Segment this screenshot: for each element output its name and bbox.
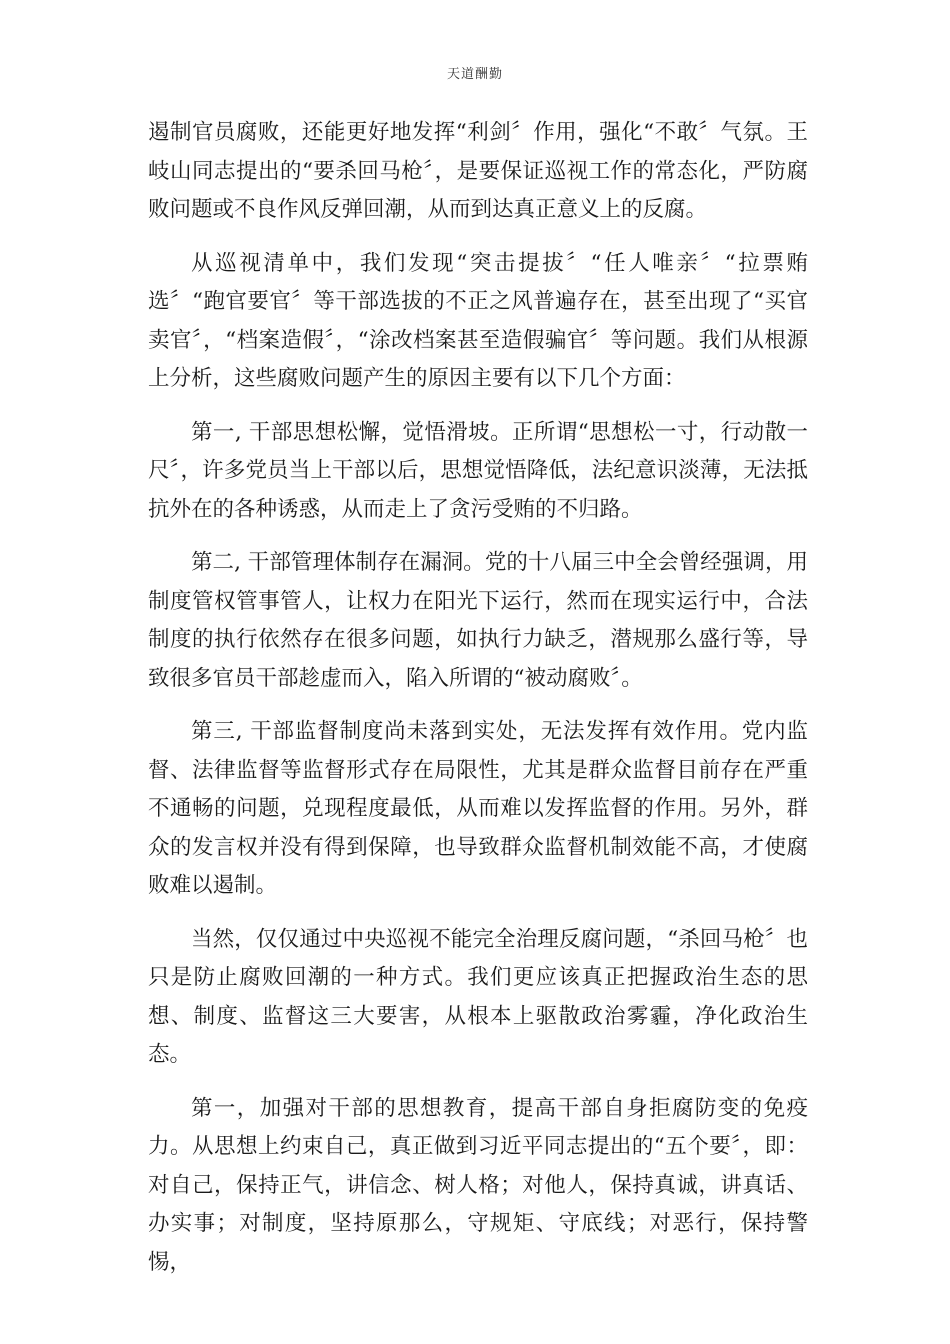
paragraph-2: 从巡视清单中，我们发现“突击提拔〞“任人唯亲〞“拉票贿选〞“跑官要官〞等干部选拔的不正之风普遍存在，甚至出现了“买官卖官〞，“档案造假〞，“涂改档案甚至造假骗官〞等问题。我们从根源上分析，这些腐败问题产生的原因主要有以下几个方面： (148, 250, 808, 391)
paragraph-7: 第一，加强对干部的思想教育，提高干部自身拒腐防变的免疫力。从思想上约束自己，真正做到习近平同志提出的“五个要〞，即：对自己，保持正气，讲信念、树人格；对他人，保持真诚，讲真话、办实事；对制度，坚持原那么，守规矩、守底线；对恶行，保持警惕， (148, 1095, 808, 1275)
paragraph-1: 遏制官员腐败，还能更好地发挥“利剑〞作用，强化“不敢〞气氛。王岐山同志提出的“要杀回马枪〞，是要保证巡视工作的常态化，严防腐败问题或不良作风反弹回潮，从而到达真正意义上的反腐。 (148, 120, 808, 222)
document-body (148, 114, 808, 1297)
page-header: 天道酬勤 (446, 67, 503, 82)
paragraph-3: 第一, 干部思想松懈，觉悟滑坡。正所谓“思想松一寸，行动散一尺〞，许多党员当上干部以后，思想觉悟降低，法纪意识淡薄，无法抵抗外在的各种诱惑，从而走上了贪污受贿的不归路。 (148, 419, 808, 522)
paragraph-5: 第三, 干部监督制度尚未落到实处，无法发挥有效作用。党内监督、法律监督等监督形式存在局限性，尤其是群众监督目前存在严重不通畅的问题，兑现程度最低，从而难以发挥监督的作用。另外，群众的发言权并没有得到保障，也导致群众监督机制效能不高，才使腐败难以遏制。 (148, 719, 808, 898)
paragraph-6: 当然，仅仅通过中央巡视不能完全治理反腐问题，“杀回马枪〞也只是防止腐败回潮的一种方式。我们更应该真正把握政治生态的思想、制度、监督这三大要害，从根本上驱散政治雾霾，净化政治生态。 (148, 926, 808, 1067)
paragraph-4: 第二, 干部管理体制存在漏洞。党的十八届三中全会曾经强调，用制度管权管事管人，让权力在阳光下运行，然而在现实运行中，合法制度的执行依然存在很多问题，如执行力缺乏，潜规那么盛行等，导致很多官员干部趁虚而入，陷入所谓的“被动腐败〞。 (148, 550, 808, 691)
